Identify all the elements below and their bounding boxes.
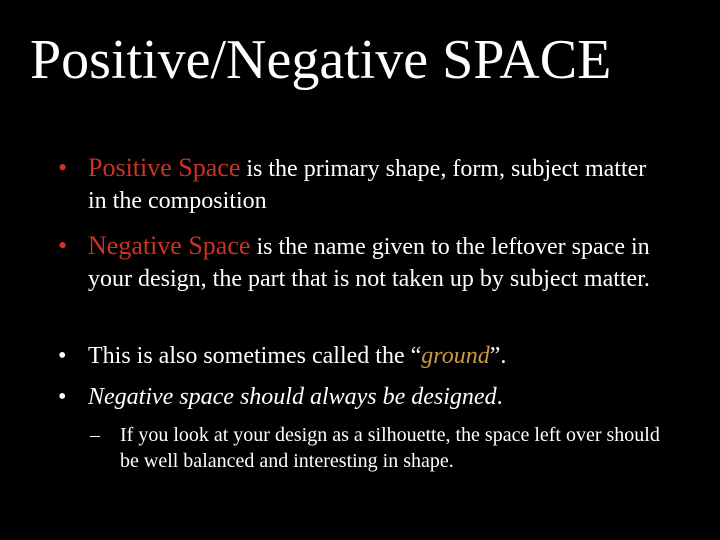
bullet-negative-space xyxy=(58,230,668,295)
term-negative-space: Negative Space xyxy=(88,231,251,260)
bullet-marker: • xyxy=(58,343,67,369)
bullet-text-suffix: ”. xyxy=(489,343,507,369)
sub-bullet-text: If you look at your design as a silhouette, the space left over should be well balanced and interesting in shape. xyxy=(120,424,660,472)
bullet-body xyxy=(88,230,668,295)
bullet-body xyxy=(88,340,668,372)
bullet-text-prefix: This is also sometimes called the “ xyxy=(88,343,422,369)
bullet-body xyxy=(88,152,668,217)
bullet-marker: • xyxy=(58,231,68,260)
sub-bullet-marker: – xyxy=(90,424,100,446)
bullet-text-suffix: . xyxy=(496,384,503,410)
term-ground: ground xyxy=(421,343,490,369)
bullet-positive-space xyxy=(58,152,668,217)
bullet-ground xyxy=(58,340,668,372)
bullet-marker: • xyxy=(58,384,67,410)
bullet-marker: • xyxy=(58,153,68,182)
slide-title: Positive/Negative SPACE xyxy=(30,29,612,91)
sub-bullet-silhouette xyxy=(90,422,670,474)
bullet-text: is the name given to the leftover space in your design, the part that is not taken up by subject matter. xyxy=(88,234,650,292)
bullet-designed xyxy=(58,381,668,413)
bullet-text-italic: Negative space should always be designed xyxy=(88,384,497,410)
term-positive-space: Positive Space xyxy=(88,153,241,182)
bullet-body xyxy=(88,381,668,413)
bullet-text: is the primary shape, form, subject matter in the composition xyxy=(88,156,647,214)
